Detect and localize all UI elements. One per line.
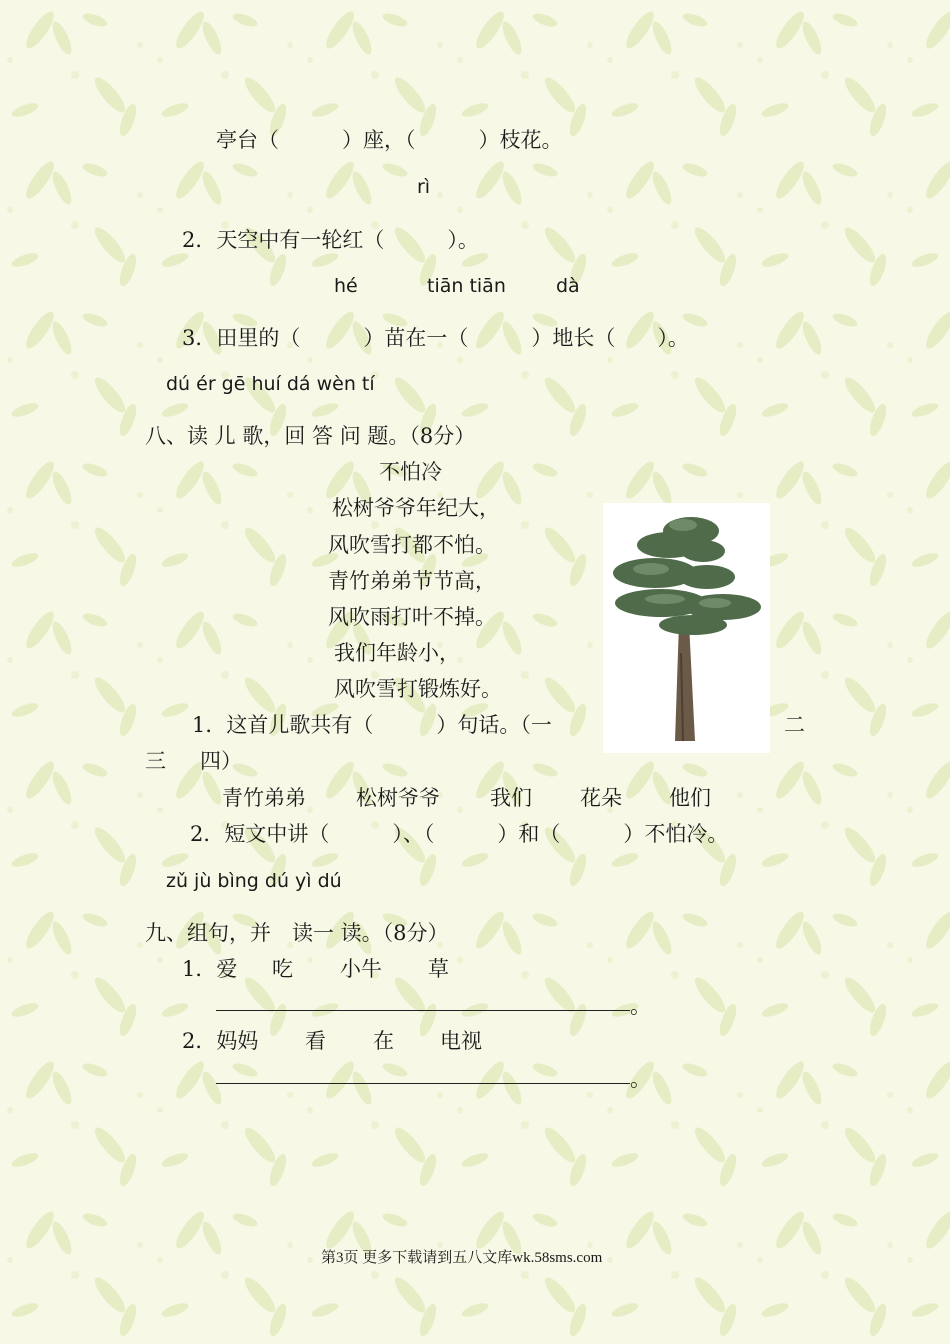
option-word: 我们 [490, 786, 532, 810]
pinyin-tiantian: tiān tiān [427, 275, 506, 297]
q8-heading: 八、读 儿 歌，回 答 问 题。（8分） [145, 424, 476, 448]
q8-item1-option-si: 四） [200, 749, 242, 773]
q9-item1-word: 1．爱 [182, 957, 238, 981]
poem-line: 风吹雪打锻炼好。 [334, 677, 502, 701]
option-word: 他们 [669, 786, 711, 810]
q9-item2-word: 在 [373, 1029, 394, 1053]
pinyin-he: hé [334, 275, 358, 297]
q7-line0: 亭台（ ）座，（ ）枝花。 [216, 128, 563, 152]
poem-line: 风吹雨打叶不掉。 [328, 605, 496, 629]
q9-item1-word: 小牛 [340, 957, 382, 981]
pine-tree-image [603, 503, 770, 753]
option-word: 青竹弟弟 [222, 786, 306, 810]
q8-pinyin: dú ér gē huí dá wèn tí [166, 373, 375, 395]
q9-item2-word: 2．妈妈 [182, 1029, 259, 1053]
q9-item1-word: 草 [428, 957, 449, 981]
q9-item2-word: 电视 [440, 1029, 482, 1053]
page-footer: 第3页 更多下载请到五八文库wk.58sms.com [321, 1250, 603, 1266]
option-word: 松树爷爷 [356, 786, 440, 810]
poem-title: 不怕冷 [379, 460, 442, 484]
answer-period-1: 。 [630, 994, 651, 1018]
pinyin-ri: rì [417, 176, 431, 198]
q9-heading: 九、组句，并 读一 读。（8分） [145, 921, 449, 945]
answer-period-2: 。 [630, 1067, 651, 1091]
answer-line-1 [216, 1010, 630, 1011]
q9-item1-word: 吃 [272, 957, 293, 981]
poem-line: 青竹弟弟节节高， [328, 569, 496, 593]
q8-item1: 1．这首儿歌共有（ ）句话。（一 [192, 713, 552, 737]
poem-line: 松树爷爷年纪大， [332, 496, 500, 520]
poem-line: 风吹雪打都不怕。 [328, 533, 496, 557]
option-word: 花朵 [580, 786, 622, 810]
pinyin-da: dà [556, 275, 580, 297]
q9-item2-word: 看 [305, 1029, 326, 1053]
q8-item1-option-san: 三 [145, 749, 166, 773]
q8-item1-option-er: 二 [784, 713, 805, 737]
q8-item2: 2．短文中讲（ ）、（ ）和（ ）不怕冷。 [190, 822, 729, 846]
answer-line-2 [216, 1083, 630, 1084]
q7-item3: 3．田里的（ ）苗在一（ ）地长（ ）。 [182, 326, 689, 350]
poem-line: 我们年龄小， [334, 641, 460, 665]
q7-item2: 2．天空中有一轮红（ ）。 [182, 228, 479, 252]
q9-pinyin: zǔ jù bìng dú yì dú [166, 870, 342, 892]
